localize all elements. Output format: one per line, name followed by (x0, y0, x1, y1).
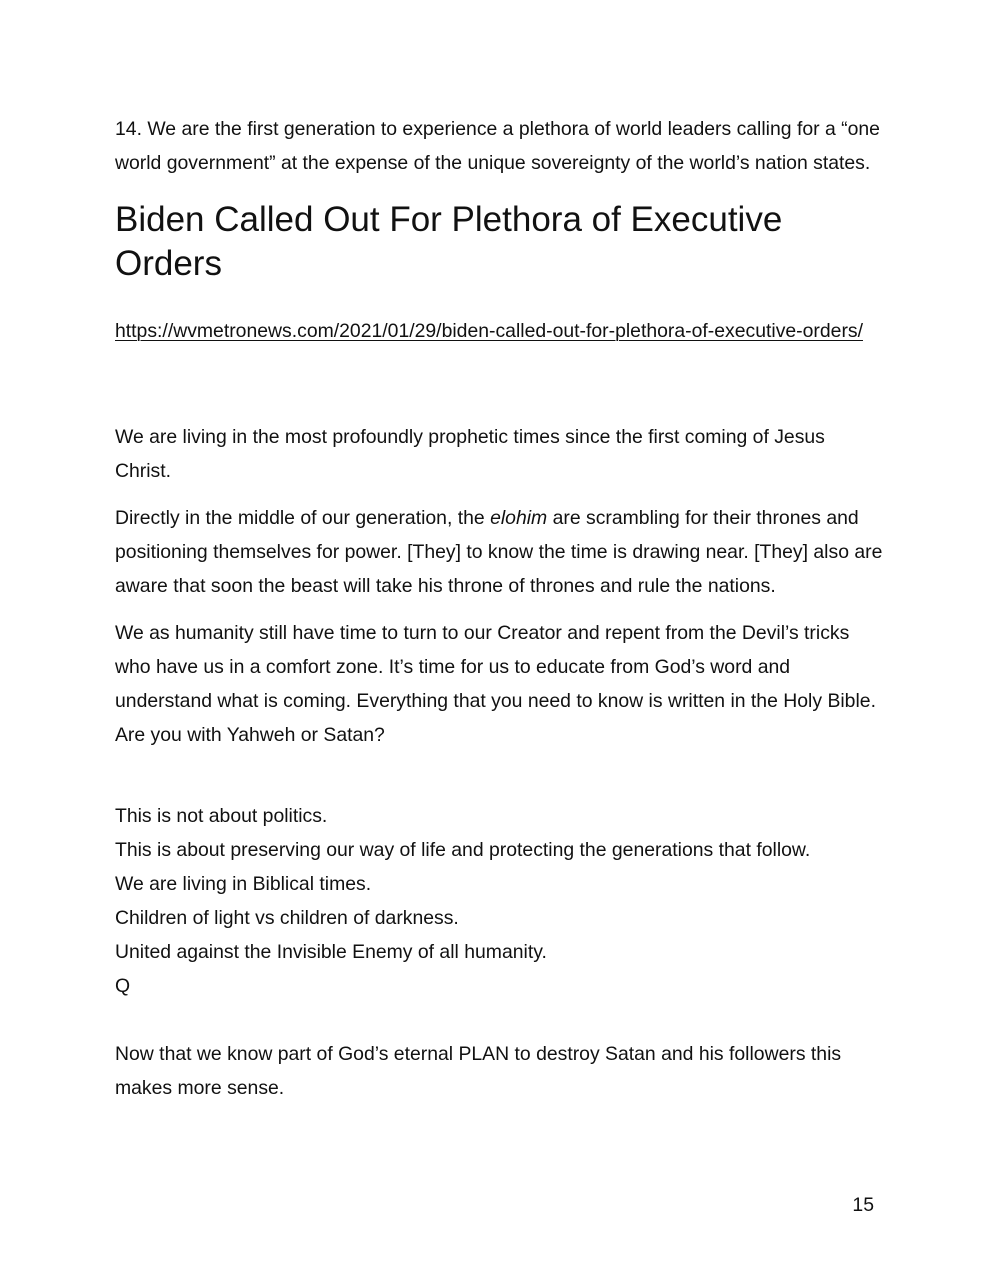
q-line: United against the Invisible Enemy of all humanity. (115, 941, 547, 963)
q-signature: Q (115, 975, 131, 997)
paragraph-elohim-start: Directly in the middle of our generation, the (115, 507, 491, 529)
article-link[interactable]: https://wvmetronews.com/2021/01/29/biden-called-out-for-plethora-of-executive-orders/ (115, 320, 863, 342)
paragraph-elohim-rest: are scrambling for their thrones and positioning themselves for power. [They] to know the time is drawing near. [They] also are aware that soon the beast will take his throne of thrones and rule the nations. (115, 507, 883, 597)
blank-line (115, 765, 885, 799)
article-headline: Biden Called Out For Plethora of Executive Orders (115, 200, 783, 283)
numbered-point-14: 14. We are the first generation to experience a plethora of world leaders calling for a “one world government” at the expense of the unique sovereignty of the world’s nation states. (115, 118, 880, 174)
paragraph-elohim (115, 501, 885, 603)
page-number: 15 (852, 1194, 874, 1216)
elohim-italic-term: elohim (490, 507, 548, 529)
q-line: We are living in Biblical times. (115, 873, 372, 895)
paragraph-prophetic-times: We are living in the most profoundly prophetic times since the first coming of Jesus Christ. (115, 426, 825, 482)
paragraph-repent: We as humanity still have time to turn to our Creator and repent from the Devil’s tricks who have us in a comfort zone. It’s time for us to educate from God’s word and understand what is coming. Everything that you need to know is written in the Holy Bible. Are you with Yahweh or Satan? (115, 622, 876, 746)
q-line: Children of light vs children of darkness. (115, 907, 459, 929)
page-body (115, 112, 885, 1118)
blank-line (115, 1003, 885, 1037)
q-line: This is about preserving our way of life and protecting the generations that follow. (115, 839, 811, 861)
q-quote-block (115, 799, 885, 1003)
q-line: This is not about politics. (115, 805, 328, 827)
closing-paragraph: Now that we know part of God’s eternal PLAN to destroy Satan and his followers this makes more sense. (115, 1043, 842, 1099)
